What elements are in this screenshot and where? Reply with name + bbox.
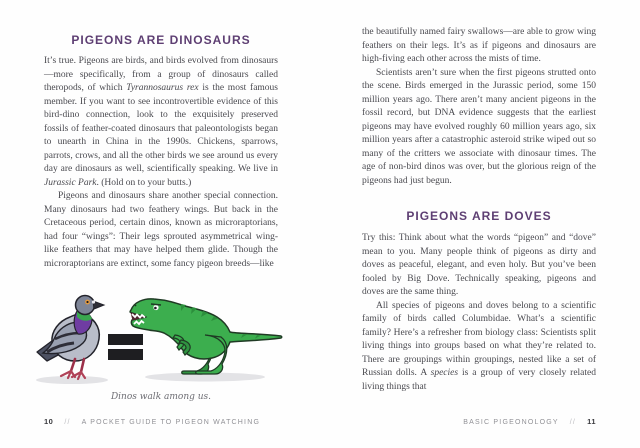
body-paragraph: All species of pigeons and doves belong to a scientific family of birds called Columbidae. What’s a scientific family? Here’s a refresher from biology class: Scientists split living things into groups based on what they’re related to. There are groupings within groupings, nested like a set of Russian dolls. A species is a group of very closely related living things that: [362, 300, 597, 392]
running-footer-title: BASIC PIGEONOLOGY: [463, 419, 559, 426]
equals-icon: [108, 334, 143, 360]
section-heading-pigeons-are-doves: PIGEONS ARE DOVES: [406, 209, 552, 223]
section-heading-pigeons-are-dinosaurs: PIGEONS ARE DINOSAURS: [71, 33, 251, 47]
pigeon-illustration: [36, 296, 108, 385]
body-paragraph: the beautifully named fairy swallows—are able to grow wing feathers on their legs. It’s as if pigeons and dinosaurs are high-fiving each other across the mists of time.: [362, 27, 596, 64]
left-page-footer: [44, 417, 260, 426]
body-paragraph: Pigeons and dinosaurs share another special connection. Many dinosaurs had two feathery wings. But back in the Cretaceous period, certain dinos, known as microraptorians, had four “wings”: Their legs sprouted asymmetrical wing-like feathers that may have helped them glide. Though the microraptorians are extinct, some fancy pigeon breeds—like: [44, 191, 278, 269]
pigeon-equals-trex-illustration: [35, 291, 285, 387]
body-paragraph: Try this: Think about what the words “pigeon” and “dove” mean to you. Many people think of pigeons as dirty and doves as peaceful, elegant, and even holy. But you’ve been fooled by Big Dove. Technically speaking, pigeons and doves are the same thing.: [362, 233, 596, 297]
footer-separator: //: [64, 419, 71, 426]
footer-separator: //: [569, 419, 577, 426]
right-page: [362, 26, 596, 394]
body-paragraph: Scientists aren’t sure when the first pigeons strutted onto the scene. Birds emerged in the Jurassic period, some 150 million years ago. There aren’t many ancient pigeons in the fossil record, but DNA evidence suggests that the earliest pigeons may have evolved roughly 60 million years ago, six million years after a catastrophic asteroid strike wiped out so many of the critters we associate with dinosaur times. The age of non-bird dinos was over, but the glorious reign of the pigeons had just begun.: [362, 67, 596, 186]
body-paragraph: It’s true. Pigeons are birds, and birds evolved from dinosaurs—more specifically, from a group of dinosaurs called theropods, of which Tyrannosaurus rex is the most famous member. If you want to see incontrovertible evidence of this bird-dino connection, look to the exquisitely preserved fossils of feather-coated dinosaurs that paleontologists began to unearth in China in the 1990s. Chickens, sparrows, parrots, crows, and all the other birds we see around us every day are dinosaurs as well, scientifically speaking. We live in Jurassic Park. (Hold on to your butts.): [44, 56, 278, 188]
right-page-footer: [463, 417, 596, 426]
running-footer-title: A POCKET GUIDE TO PIGEON WATCHING: [81, 419, 261, 426]
left-page: [44, 33, 278, 271]
illustration-caption: Dinos walk among us.: [110, 392, 212, 402]
trex-illustration: [130, 299, 282, 382]
page-number: 10: [44, 417, 54, 426]
page-number: 11: [587, 417, 596, 426]
